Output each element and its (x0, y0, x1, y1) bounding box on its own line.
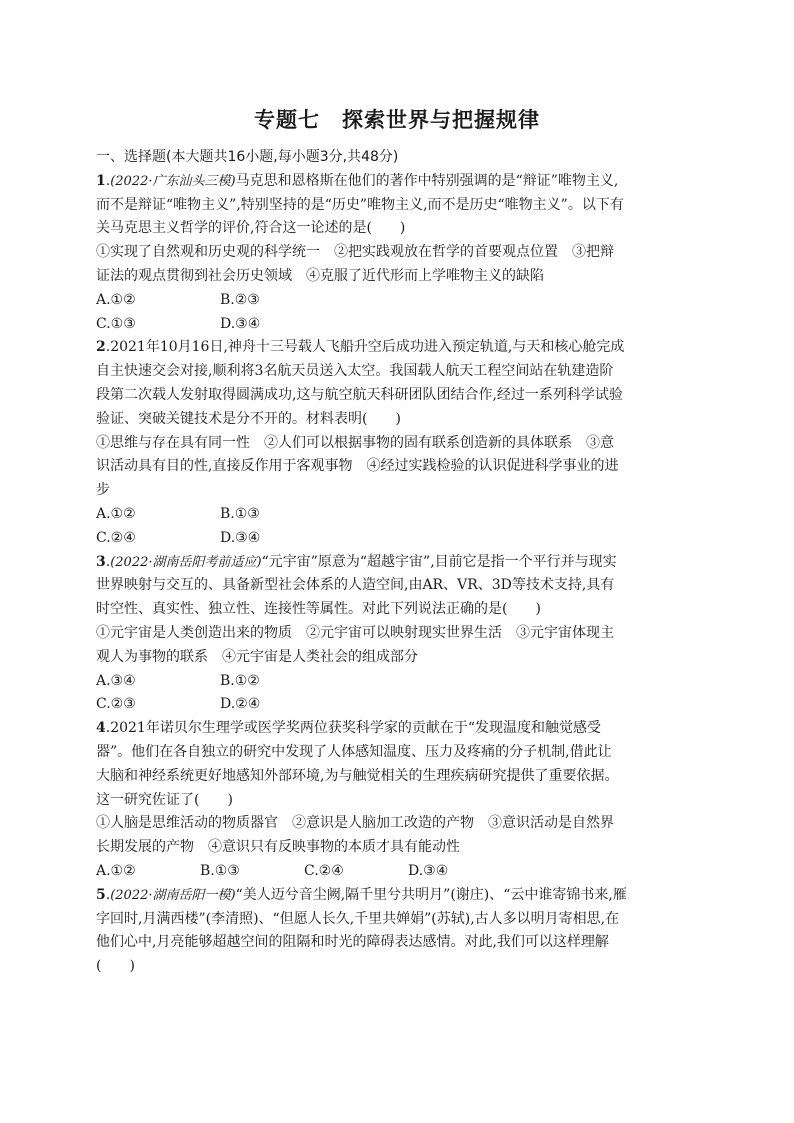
question-2-stem-line-2: 自主快速交会对接,顺利将3名航天员送入太空。我国载人航天工程空间站在轨建造阶 (96, 363, 614, 380)
question-2-statements-line-3: 步 (96, 482, 110, 499)
page-title: 专题七 探索世界与把握规律 (254, 108, 540, 132)
section-heading: 一、选择题(本大题共16小题,每小题3分,共48分) (96, 149, 399, 165)
question-5-stem-line-3: 他们心中,月亮能够超越空间的阻隔和时光的障碍表达感情。对此,我们可以这样理解 (96, 934, 609, 951)
question-source: (2022·广东汕头三模) (110, 173, 236, 189)
option-b[interactable]: B.①③ (220, 505, 260, 522)
option-d[interactable]: D.③④ (220, 529, 261, 546)
option-c[interactable]: C.②④ (304, 862, 344, 879)
question-1-options-row-2 (96, 313, 700, 337)
question-2-statements-line-1: ①思维与存在具有同一性 ②人们可以根据事物的固有联系创造新的具体联系 ③意 (96, 434, 614, 451)
option-b[interactable]: B.②③ (220, 291, 260, 308)
question-list (96, 146, 700, 979)
question-3-stem-line-2: 世界映射与交互的、具备新型社会体系的人造空间,由AR、VR、3D等技术支持,具有 (96, 577, 615, 594)
question-source: (2022·湖南岳阳考前适应) (110, 554, 262, 570)
question-number: 1 (96, 172, 106, 189)
question-source: (2022·湖南岳阳一模) (110, 887, 236, 903)
question-4-stem-line-3: 大脑和神经系统更好地感知外部环境,为与触觉相关的生理疾病研究提供了重要依据。 (96, 767, 619, 784)
question-4-statements-line-2: 长期发展的产物 ④意识只有反映事物的本质才具有能动性 (96, 839, 460, 856)
option-d[interactable]: D.②④ (220, 696, 261, 713)
question-1-stem-line-2: 而不是辩证“唯物主义”,特别坚持的是“历史”唯物主义,而不是历史“唯物主义”。以下有 (96, 196, 624, 213)
question-1-stem-line-1: 1.(2022·广东汕头三模)马克思和恩格斯在他们的著作中特别强调的是“辩证”唯物主义, (96, 172, 619, 189)
option-c[interactable]: C.②④ (96, 529, 136, 546)
question-number: 3 (96, 553, 106, 570)
question-4-stem-line-4: 这一研究佐证了( ) (96, 791, 233, 808)
question-3-statements-line-2: 观人为事物的联系 ④元宇宙是人类社会的组成部分 (96, 648, 418, 665)
option-b[interactable]: B.①② (220, 672, 260, 689)
option-d[interactable]: D.③④ (408, 862, 449, 879)
question-number: 4 (96, 720, 106, 737)
option-a[interactable]: A.①② (96, 505, 136, 522)
option-c[interactable]: C.②③ (96, 696, 136, 713)
question-3-options-row-2 (96, 693, 700, 717)
option-b[interactable]: B.①③ (200, 862, 240, 879)
question-2-statements-line-2: 识活动具有目的性,直接反作用于客观事物 ④经过实践检验的认识促进科学事业的进 (96, 458, 619, 475)
option-d[interactable]: D.③④ (220, 315, 261, 332)
question-5-stem-line-1: 5.(2022·湖南岳阳一模)“美人迈兮音尘阙,隔千里兮共明月”(谢庄)、“云中谁寄锦书来,雁 (96, 886, 627, 903)
question-2-stem-line-3: 段第二次载人发射取得圆满成功,这与航空航天科研团队团结合作,经过一系列科学试验 (96, 386, 623, 403)
option-a[interactable]: A.①② (96, 291, 136, 308)
question-3-stem-line-3: 时空性、真实性、独立性、连接性等属性。对此下列说法正确的是( ) (96, 601, 541, 618)
question-number: 5 (96, 886, 106, 903)
question-4-options-row (96, 860, 700, 884)
question-1-statements-line-2: 证法的观点贯彻到社会历史领域 ④克服了近代形而上学唯物主义的缺陷 (96, 267, 544, 284)
question-5-stem-line-4: ( ) (96, 958, 135, 975)
option-a[interactable]: A.①② (96, 862, 136, 879)
question-2-stem-line-1: 2.2021年10月16日,神舟十三号载人飞船升空后成功进入预定轨道,与天和核心舱完成 (96, 339, 625, 356)
question-4-statements-line-1: ①人脑是思维活动的物质器官 ②意识是人脑加工改造的产物 ③意识活动是自然界 (96, 815, 614, 832)
question-3-options-row-1 (96, 670, 700, 694)
question-2-options-row-2 (96, 527, 700, 551)
question-3-stem-line-1: 3.(2022·湖南岳阳考前适应)“元宇宙”原意为“超越宇宙”,目前它是指一个平行并与现实 (96, 553, 617, 570)
question-4-stem-line-1: 4.2021年诺贝尔生理学或医学奖两位获奖科学家的贡献在于“发现温度和触觉感受 (96, 720, 601, 737)
question-3-statements-line-1: ①元宇宙是人类创造出来的物质 ②元宇宙可以映射现实世界生活 ③元宇宙体现主 (96, 624, 614, 641)
option-c[interactable]: C.①③ (96, 315, 136, 332)
option-a[interactable]: A.③④ (96, 672, 136, 689)
question-1-statements-line-1: ①实现了自然观和历史观的科学统一 ②把实践观放在哲学的首要观点位置 ③把辩 (96, 244, 614, 261)
question-number: 2 (96, 339, 106, 356)
question-2-options-row-1 (96, 503, 700, 527)
question-4-stem-line-2: 器”。他们在各自独立的研究中发现了人体感知温度、压力及疼痛的分子机制,借此让 (96, 743, 612, 760)
question-2-stem-line-4: 验证、突破关键技术是分不开的。材料表明( ) (96, 410, 401, 427)
question-5-stem-line-2: 字回时,月满西楼”(李清照)、“但愿人长久,千里共婵娟”(苏轼),古人多以明月寄相思,在 (96, 910, 620, 927)
question-1-options-row-1 (96, 289, 700, 313)
question-1-stem-line-3: 关马克思主义哲学的评价,符合这一论述的是( ) (96, 220, 406, 237)
